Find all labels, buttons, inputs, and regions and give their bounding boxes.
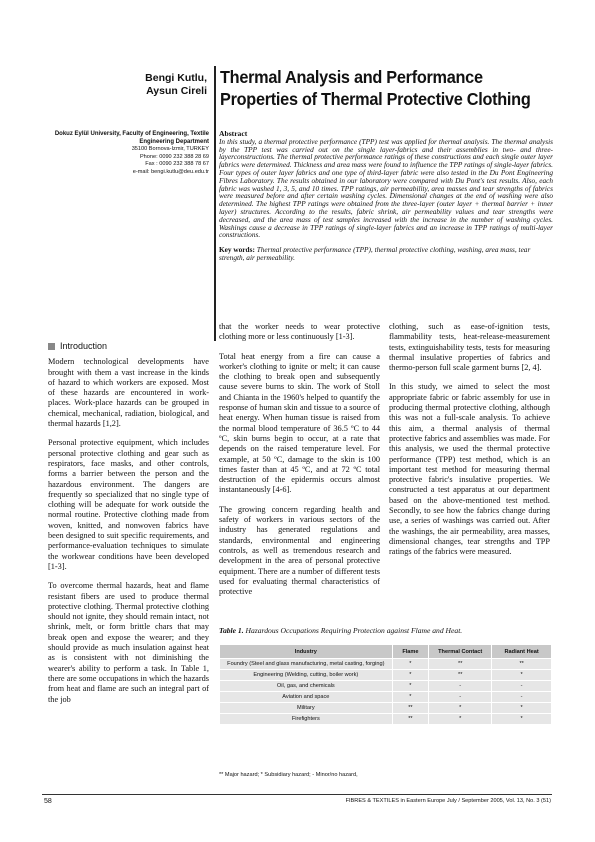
affiliation [40,131,209,177]
table-cell: * [392,670,429,681]
paragraph: that the worker needs to wear protective clothing more or less continuously [1-3]. [219,322,380,342]
paragraph: Modern technological developments have brought with them a vast increase in the kinds of hazard to which workers are exposed. Most of these hazards are encountered in work-places. Work-place hazards can be grouped in chemical, mechanical, radiation, biological, and thermal hazards [1,2]. [48,357,209,429]
table-cell: Oil, gas, and chemicals [220,681,393,692]
table-cell: - [492,692,552,703]
table-cell: * [492,703,552,714]
table-cell: Military [220,703,393,714]
paragraph: clothing, such as ease-of-ignition tests, flammability tests, heat-release-measurement tests, extinguishability tests, tests for measuring thermal insulative properties of fabrics and thermo-person full scale garment burns [2, 4]. [389,322,550,373]
table-cell: Foundry (Steel and glass manufacturing, metal casting, forging) [220,659,393,670]
affiliation-address: 35100 Bornova-Izmir, TURKEY [131,146,209,153]
table-row [220,703,552,714]
table-caption [219,626,553,635]
section-title: Introduction [60,341,108,351]
affiliation-phone: Phone: 0090 232 388 28 69 [139,153,209,160]
paper-title [220,66,531,110]
table-cell: * [392,681,429,692]
journal-footer: FIBRES & TEXTILES in Eastern Europe July / September 2005, Vol. 13, No. 3 (51) [345,798,551,804]
table-cell: - [429,692,492,703]
table-header: Radiant Heat [492,645,552,659]
affiliation-name: Dokuz Eylül University, Faculty of Engineering, Textile Engineering Department [54,131,209,145]
section-square-icon [48,343,55,350]
section-heading [48,341,209,351]
table-cell: * [492,714,552,725]
abstract-heading: Abstract [219,129,248,138]
table-cell: * [392,692,429,703]
author-1: Bengi Kutlu, [145,72,207,84]
table-cell: ** [429,670,492,681]
table-label: Table 1. [219,626,244,635]
table-row [220,714,552,725]
table-cell: * [429,703,492,714]
abstract [219,130,553,262]
affiliation-email[interactable]: e-mail: bengi.kutlu@deu.edu.tr [132,168,209,175]
table-cell: * [429,714,492,725]
title-line-2: Properties of Thermal Protective Clothing [220,89,531,109]
table-row [220,670,552,681]
authors [95,72,207,98]
paragraph: The growing concern regarding health and safety of workers in various sectors of the industry has generated regulations and standards, environmental and engineering controls, as well as tremendous research and development in the area of personal protective equipment. There are a number of different tests used for evaluating thermal characteristics of protective [219,504,380,597]
paragraph: Personal protective equipment, which includes personal protective clothing and gear such as respirators, face masks, and other controls, forms a barrier between the person and the hazardous environment. The dangers are frequently so specialized that no single type of clothing will be adequate for work outside the normal routine. Protective clothing made from woven, knitted, and nonwoven fabrics have been designed to suit specific requirements, and performance-evaluation techniques to simulate the workwear conditions have been developed [1-3]. [48,438,209,571]
table-cell: - [429,681,492,692]
paragraph: To overcome thermal hazards, heat and flame resistant fibers are used to produce thermal protective clothing. Thermal protective clothing should not ignite, they should remain intact, not shrink, melt, or form brittle chars that may break open and expose the wearer; and they should provide as much insulation against heat as is consistent with not diminishing the wearer's ability to perform a task. In Table 1, there are some occupations in which the hazards from heat and flame are such an integral part of the job [48,581,209,704]
table-cell: ** [392,703,429,714]
table-row [220,681,552,692]
table-1 [219,644,552,725]
table-row [220,692,552,703]
table-cell: ** [392,714,429,725]
paragraph: In this study, we aimed to select the most appropriate fabric or fabric assembly for use in producing thermal protective clothing, although this was not a full-scale analysis. To achieve this aim, a thermal analysis of thermal protective fabrics and assemblies was made. For this analysis, we used the thermal protective performance (TPP) test method, which is an important test method for measuring thermal protective fabric's insulative properties. We constructed a test apparatus at our department based on the above-mentioned test method. Secondly, to see how the fabrics change during use, a series of washings was carried out. After the washings, the air permeability, area masses, dimensional changes, tear strengths and TPP ratings of the fabrics were measured. [389,382,550,557]
keywords-text: Thermal protective performance (TPP), thermal protective clothing, washing, area mass, tear strength, air permeability. [219,245,531,262]
affiliation-fax: Fax : 0090 232 388 78 67 [145,161,209,168]
column-2 [219,322,380,606]
table-cell: ** [492,659,552,670]
table-cell: - [492,681,552,692]
table-cell: Engineering (Welding, cutting, boiler work) [220,670,393,681]
column-1 [48,341,209,714]
table-cell: Firefighters [220,714,393,725]
table-legend: ** Major hazard; * Subsidiary hazard; - Minor/no hazard, [219,772,358,778]
table-cell: * [492,670,552,681]
table-header: Industry [220,645,393,659]
page-number: 58 [44,798,52,805]
table-row [220,659,552,670]
title-divider [214,66,216,341]
keywords [219,246,553,262]
column-3 [389,322,550,567]
title-line-1: Thermal Analysis and Performance [220,67,483,87]
author-2: Aysun Cireli [146,85,207,97]
paragraph: Total heat energy from a fire can cause a worker's clothing to ignite or melt; it can cause the clothing to break open and subsequently cause severe burns to skin. The work of Stoll and Chianta in the 1960's helped to quantify the response of human skin and tissue to a source of heat energy. When human tissue is raised from the normal blood temperature of 36.5 ºC to 44 ºC, skin burns begin to occur, at a rate that depends on the raised temperature level. For example, at 50 ºC, damage to the skin is 100 times faster than at 45 ºC, and at 72 ºC total destruction of the epidermis occurs almost instantaneously [4-6]. [219,351,380,495]
keywords-label: Key words: [219,245,255,255]
table-header: Thermal Contact [429,645,492,659]
table-header: Flame [392,645,429,659]
table-cell: ** [429,659,492,670]
abstract-text: In this study, a thermal protective performance (TPP) test was applied for thermal analysis. The thermal analysis by the TPP test was carried out on the single layer-fabrics and their assemblies in two- and three-layerconstructions. The thermal protective performance ratings of these constructions and each single outer layer fabrics were determined. Thickness and area mass were found to influence the TPP ratings of single-layer fabrics. Four types of outer layer fabrics and one type of third-layer fabric were also tested in the Du Pont Engineering Fibres Laboratory. The results obtained in our laboratory were compared with Du Pont's test results. Also, each fabric was washed 1, 3, 5, and 10 times. TPP ratings, air permeability, area masses and tear strengths of fabrics were measured before and after certain washing cycles. Dimensional changes at the end of washing were also determined. The highest TPP ratings were obtained from the three-layer (outer layer + thermal barrier + inner layer) structures. According to the results, fabric shrink, air permeability values and tear strengths were decreased, and the area mass of test samples increased with the increase in the number of washing cycles. Washings cause a decrease in TPP ratings of single-layer fabrics and an increase in TPP ratings of multi-layer constructions. [219,136,553,240]
footer-rule [42,794,552,795]
table-cell: Aviation and space [220,692,393,703]
table-caption-text: Hazardous Occupations Requiring Protection against Flame and Heat. [245,626,463,635]
table-cell: * [392,659,429,670]
